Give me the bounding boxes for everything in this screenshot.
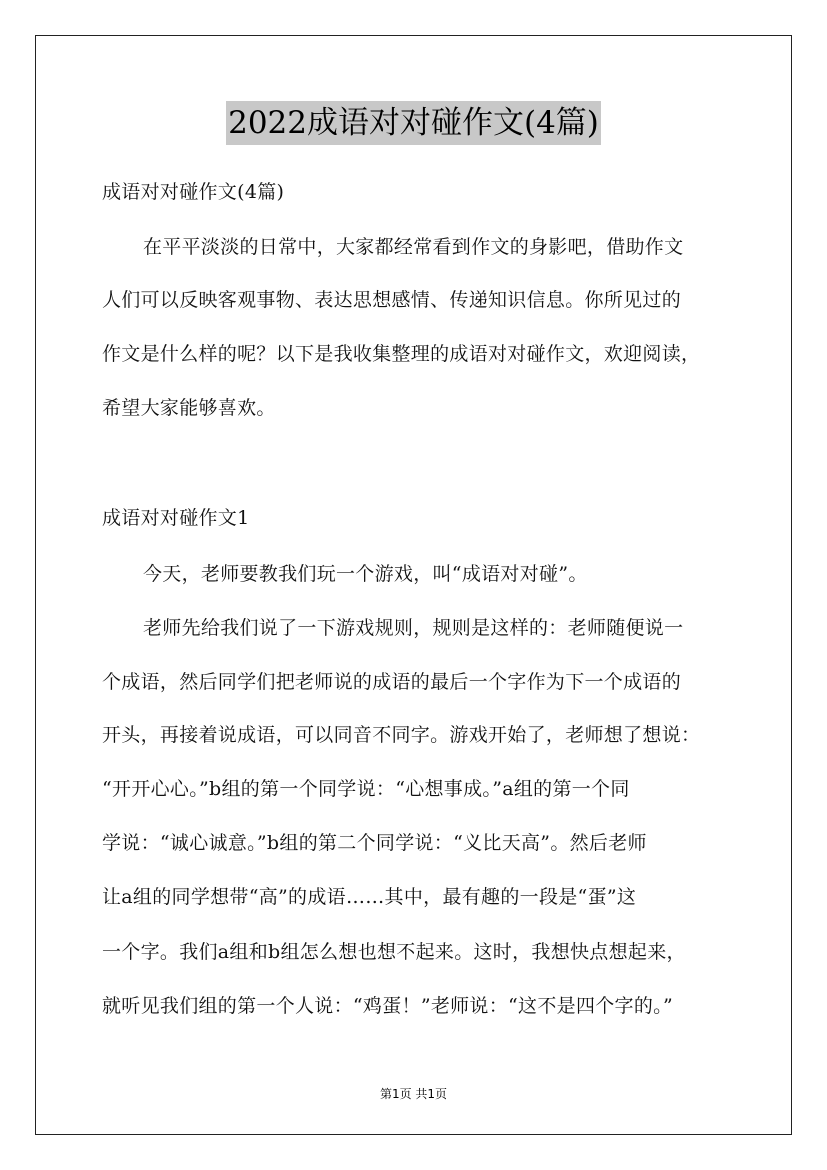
paragraph-2-line: 让a组的同学想带“高”的成语……其中，最有趣的一段是“蛋”这: [102, 886, 637, 908]
paragraph-2-line: 老师先给我们说了一下游戏规则，规则是这样的：老师随便说一: [143, 617, 684, 639]
paragraph-2-line: 个成语，然后同学们把老师说的成语的最后一个字作为下一个成语的: [102, 671, 682, 693]
intro-line: 作文是什么样的呢？以下是我收集整理的成语对对碰作文，欢迎阅读，: [102, 343, 701, 365]
section-heading: 成语对对碰作文1: [102, 507, 250, 529]
paragraph-2-line: “开开心心。”b组的第一个同学说：“心想事成。”a组的第一个同: [102, 778, 630, 800]
paragraph-1: 今天，老师要教我们玩一个游戏，叫“成语对对碰”。: [143, 563, 588, 585]
intro-line: 在平平淡淡的日常中，大家都经常看到作文的身影吧，借助作文: [143, 236, 684, 258]
paragraph-2-line: 一个字。我们a组和b组怎么想也想不起来。这时，我想快点想起来，: [102, 941, 686, 963]
paragraph-2-line: 开头，再接着说成语，可以同音不同字。游戏开始了，老师想了想说：: [102, 724, 701, 746]
document-subtitle: 成语对对碰作文(4篇): [102, 181, 285, 203]
paragraph-2-line: 就听见我们组的第一个人说：“鸡蛋！”老师说：“这不是四个字的。”: [102, 995, 673, 1017]
page-footer: 第1页 共1页: [379, 1087, 448, 1101]
intro-line: 希望大家能够喜欢。: [102, 397, 276, 419]
intro-line: 人们可以反映客观事物、表达思想感情、传递知识信息。你所见过的: [102, 289, 682, 311]
paragraph-2-line: 学说：“诚心诚意。”b组的第二个同学说：“义比天高”。然后老师: [102, 832, 647, 854]
title-wrapper: [0, 101, 827, 145]
document-title: 2022成语对对碰作文(4篇): [226, 101, 601, 145]
